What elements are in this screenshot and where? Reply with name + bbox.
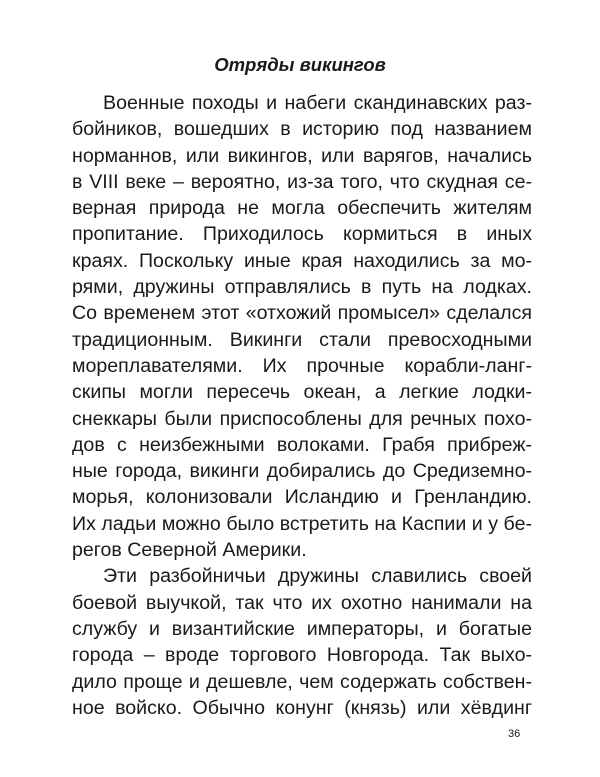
text-line: снеккары были приспособлены для речных похо- [72, 407, 532, 430]
text-line: мореплавателями. Их прочные корабли-ланг- [72, 354, 532, 377]
text-line: ное войско. Обычно конунг (князь) или хёвдинг [72, 696, 532, 719]
text-line: службу и византийские императоры, и богатые [72, 617, 532, 640]
text-line: дило проще и дешевле, чем содержать собствен- [72, 670, 532, 693]
text-line: города – вроде торгового Новгорода. Так выхо- [72, 644, 532, 667]
text-line: боевой выучкой, так что их охотно нанимали на [72, 591, 532, 614]
text-line: регов Северной Америки. [72, 539, 307, 562]
text-line: в VIII веке – вероятно, из-за того, что скудная се- [72, 170, 532, 193]
text-line: Военные походы и набеги скандинавских раз- [103, 92, 532, 114]
text-line: Со временем этот «отхожий промысел» сделался [72, 302, 532, 325]
text-line: морья, колонизовали Исландию и Гренландию. [72, 486, 532, 509]
text-line: Эти разбойничьи дружины славились своей [103, 565, 532, 588]
text-line: бойников, вошедших в историю под названием [72, 118, 532, 141]
paragraph [72, 90, 532, 563]
text-line: ные города, викинги добирались до Средиземно- [72, 460, 532, 483]
body-text [72, 90, 532, 721]
text-line: традиционным. Викинги стали превосходными [72, 328, 532, 351]
page-number: 36 [508, 728, 521, 740]
text-line: пропитание. Приходилось кормиться в иных [72, 223, 532, 246]
text-line: норманнов, или викингов, или варягов, начались [72, 144, 532, 167]
text-line: дов с неизбежными волоками. Грабя прибреж- [72, 433, 532, 456]
text-line: верная природа не могла обеспечить жителям [72, 197, 532, 220]
text-line: Их ладьи можно было встретить на Каспии и у бе- [72, 512, 532, 535]
text-line: скипы могли пересечь океан, а легкие лодки- [72, 381, 532, 404]
section-title: Отряды викингов [214, 54, 386, 75]
text-line: краях. Поскольку иные края находились за мо- [72, 249, 532, 272]
paragraph [72, 563, 532, 721]
text-line: рями, дружины отправлялись в путь на лодках. [72, 276, 532, 299]
